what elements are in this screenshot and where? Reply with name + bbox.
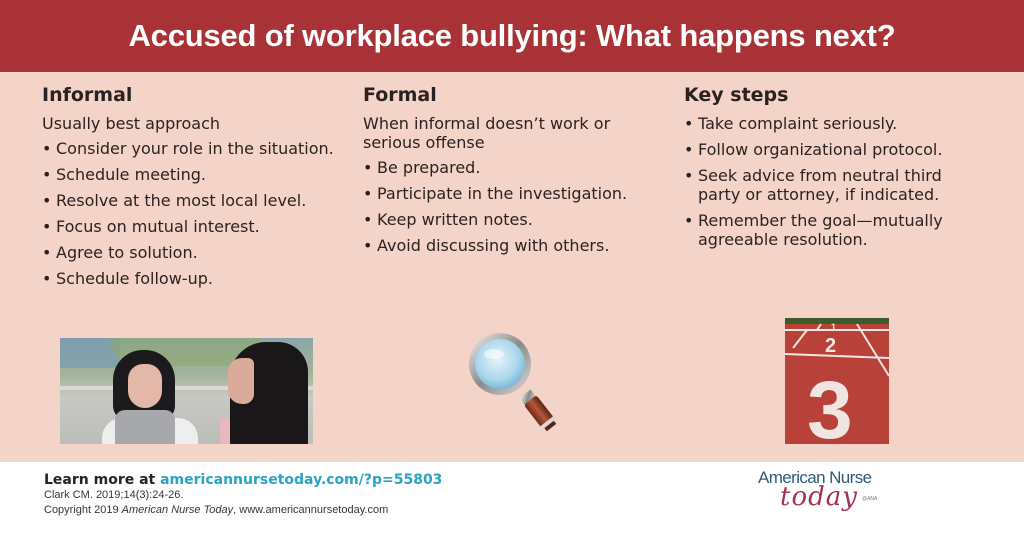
woman-left-scarf: [115, 410, 175, 444]
column-heading: Key steps: [684, 84, 789, 106]
copyright-prefix: Copyright 2019: [44, 504, 122, 516]
list-item: • Follow organizational protocol.: [684, 140, 984, 159]
column-subheading: Usually best approach: [42, 114, 221, 133]
list-item: • Keep written notes.: [363, 210, 663, 229]
learn-more-prefix: Learn more at: [44, 472, 161, 488]
list-item: • Remember the goal—mutually agreeable resolution.: [684, 211, 984, 249]
running-track-lane-3-photo: [785, 318, 889, 444]
list-item: • Focus on mutual interest.: [42, 217, 342, 236]
american-nurse-today-logo: [758, 468, 898, 524]
logo-tagline: @ANA: [862, 496, 878, 502]
column-informal: [42, 82, 342, 295]
page-title: Accused of workplace bullying: What happens next?: [128, 18, 896, 53]
column-heading: Informal: [42, 84, 133, 106]
list-item: • Agree to solution.: [42, 243, 342, 262]
lane-number-2: 2: [825, 335, 837, 357]
list-item: • Be prepared.: [363, 158, 663, 177]
lane-number-1: 1: [831, 322, 837, 332]
column-subheading: When informal doesn’t work or serious offense: [363, 114, 611, 152]
bullet-list: [42, 139, 342, 288]
copyright: [44, 504, 388, 516]
two-women-talking-photo: [60, 338, 313, 444]
magnifying-glass-icon: [464, 328, 564, 436]
logo-line-2: today: [780, 482, 858, 512]
bullet-list: [684, 114, 984, 249]
citation: Clark CM. 2019;14(3):24-26.: [44, 489, 184, 501]
content-panel: [0, 72, 1024, 462]
woman-left-face: [128, 364, 162, 408]
list-item: • Schedule meeting.: [42, 165, 342, 184]
list-item: • Consider your role in the situation.: [42, 139, 342, 158]
copyright-suffix: , www.americannursetoday.com: [233, 504, 389, 516]
learn-more-line: [44, 472, 442, 488]
column-formal: [363, 82, 663, 262]
list-item: • Resolve at the most local level.: [42, 191, 342, 210]
column-key-steps: [684, 82, 984, 256]
logo-line-1: American Nurse: [758, 468, 872, 487]
track-lane-markings: [785, 318, 889, 444]
bullet-list: [363, 158, 663, 255]
list-item: • Avoid discussing with others.: [363, 236, 663, 255]
copyright-publication: American Nurse Today: [121, 504, 234, 516]
learn-more-link[interactable]: americannursetoday.com/?p=55803: [160, 472, 443, 488]
list-item: • Take complaint seriously.: [684, 114, 984, 133]
woman-right-face: [228, 358, 254, 404]
column-heading: Formal: [363, 84, 437, 106]
list-item: • Seek advice from neutral third party or attorney, if indicated.: [684, 166, 984, 204]
list-item: • Participate in the investigation.: [363, 184, 663, 203]
list-item: • Schedule follow-up.: [42, 269, 342, 288]
lane-number-3: 3: [807, 365, 853, 444]
header-banner: [0, 0, 1024, 72]
